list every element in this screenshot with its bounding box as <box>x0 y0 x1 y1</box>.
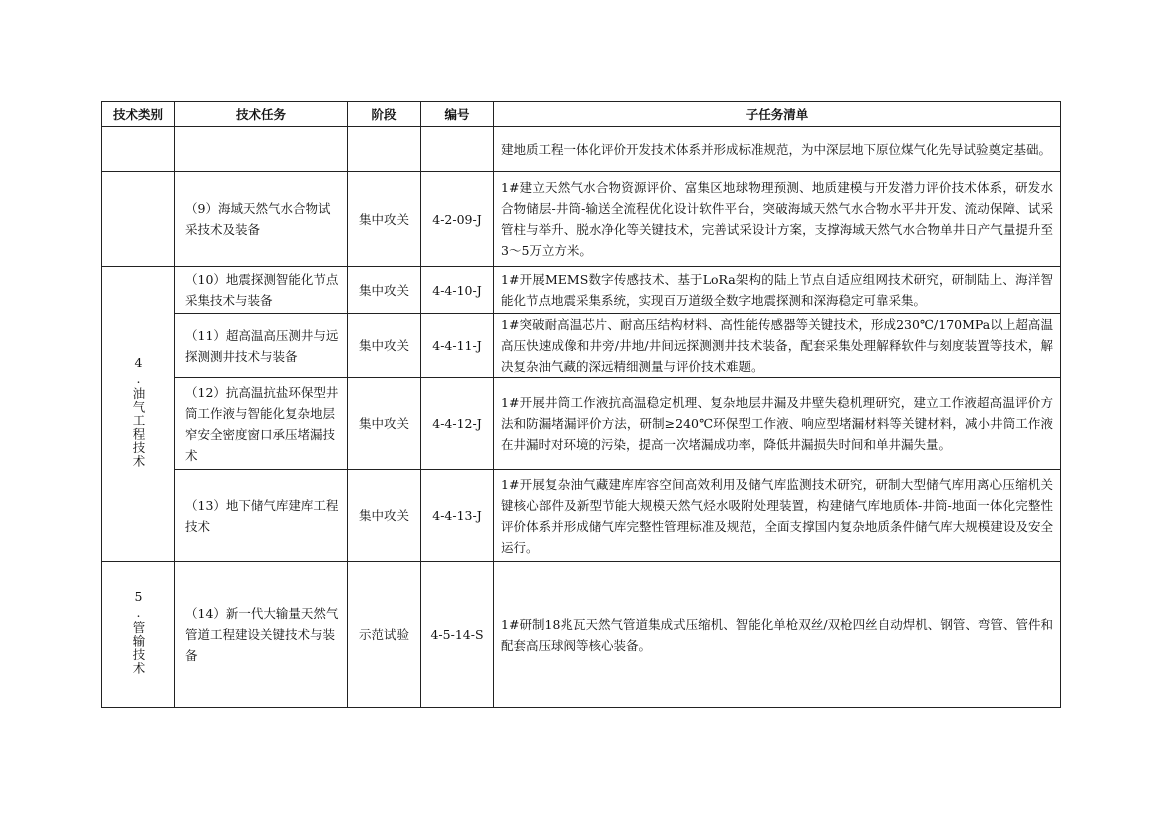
header-subtasks: 子任务清单 <box>494 102 1061 127</box>
subtask-cell: 建地质工程一体化评价开发技术体系并形成标准规范，为中深层地下原位煤气化先导试验奠定基础。 <box>494 127 1061 172</box>
stage-cell: 集中攻关 <box>348 378 421 470</box>
code-cell: 4-2-09-J <box>421 172 494 267</box>
category-cell-empty <box>102 127 175 172</box>
code-cell: 4-4-11-J <box>421 314 494 378</box>
task-cell: （11）超高温高压测井与远探测测井技术与装备 <box>175 314 348 378</box>
task-cell <box>175 127 348 172</box>
table-row <box>102 562 1061 708</box>
category-label: 5.管输技术 <box>131 588 146 675</box>
table-row <box>102 314 1061 378</box>
code-cell <box>421 127 494 172</box>
stage-cell: 集中攻关 <box>348 172 421 267</box>
task-cell: （10）地震探测智能化节点采集技术与装备 <box>175 267 348 314</box>
header-category: 技术类别 <box>102 102 175 127</box>
task-cell: （9）海域天然气水合物试采技术及装备 <box>175 172 348 267</box>
subtask-cell: 1#建立天然气水合物资源评价、富集区地球物理预测、地质建模与开发潜力评价技术体系，研发水合物储层-井筒-输送全流程优化设计软件平台，突破海域天然气水合物水平井开发、流动保障、试采管柱与举升、脱水净化等关键技术，完善试采设计方案，支撑海域天然气水合物单井日产气量提升至3～5万立方米。 <box>494 172 1061 267</box>
task-cell: （13）地下储气库建库工程技术 <box>175 470 348 562</box>
code-cell: 4-4-13-J <box>421 470 494 562</box>
task-table <box>101 101 1061 708</box>
header-task: 技术任务 <box>175 102 348 127</box>
stage-cell: 集中攻关 <box>348 267 421 314</box>
stage-cell: 集中攻关 <box>348 314 421 378</box>
stage-cell: 示范试验 <box>348 562 421 708</box>
category-label: 4.油气工程技术 <box>131 354 146 468</box>
stage-cell <box>348 127 421 172</box>
table-row <box>102 267 1061 314</box>
task-cell: （12）抗高温抗盐环保型井筒工作液与智能化复杂地层窄安全密度窗口承压堵漏技术 <box>175 378 348 470</box>
code-cell: 4-4-12-J <box>421 378 494 470</box>
category-cell-oil-gas <box>102 267 175 562</box>
subtask-cell: 1#开展MEMS数字传感技术、基于LoRa架构的陆上节点自适应组网技术研究，研制陆上、海洋智能化节点地震采集系统，实现百万道级全数字地震探测和深海稳定可靠采集。 <box>494 267 1061 314</box>
task-cell: （14）新一代大输量天然气管道工程建设关键技术与装备 <box>175 562 348 708</box>
table-row <box>102 378 1061 470</box>
table-header-row <box>102 102 1061 127</box>
table-row <box>102 127 1061 172</box>
category-cell-pipeline <box>102 562 175 708</box>
subtask-cell: 1#突破耐高温芯片、耐高压结构材料、高性能传感器等关键技术，形成230℃/170MPa以上超高温高压快速成像和井旁/井地/井间远探测测井技术装备，配套采集处理解释软件与刻度装置等技术，解决复杂油气藏的深远精细测量与评价技术难题。 <box>494 314 1061 378</box>
table-row <box>102 470 1061 562</box>
header-code: 编号 <box>421 102 494 127</box>
category-cell-empty <box>102 172 175 267</box>
subtask-cell: 1#研制18兆瓦天然气管道集成式压缩机、智能化单枪双丝/双枪四丝自动焊机、钢管、弯管、管件和配套高压球阀等核心装备。 <box>494 562 1061 708</box>
code-cell: 4-4-10-J <box>421 267 494 314</box>
stage-cell: 集中攻关 <box>348 470 421 562</box>
table-row <box>102 172 1061 267</box>
code-cell: 4-5-14-S <box>421 562 494 708</box>
subtask-cell: 1#开展复杂油气藏建库库容空间高效利用及储气库监测技术研究，研制大型储气库用离心压缩机关键核心部件及新型节能大规模天然气烃水吸附处理装置，构建储气库地质体-井筒-地面一体化完整性评价体系并形成储气库完整性管理标准及规范，全面支撑国内复杂地质条件储气库大规模建设及安全运行。 <box>494 470 1061 562</box>
subtask-cell: 1#开展井筒工作液抗高温稳定机理、复杂地层井漏及井壁失稳机理研究，建立工作液超高温评价方法和防漏堵漏评价方法，研制≥240℃环保型工作液、响应型堵漏材料等关键材料，减小井筒工作液在井漏时对环境的污染，提高一次堵漏成功率，降低井漏损失时间和单井漏失量。 <box>494 378 1061 470</box>
header-stage: 阶段 <box>348 102 421 127</box>
